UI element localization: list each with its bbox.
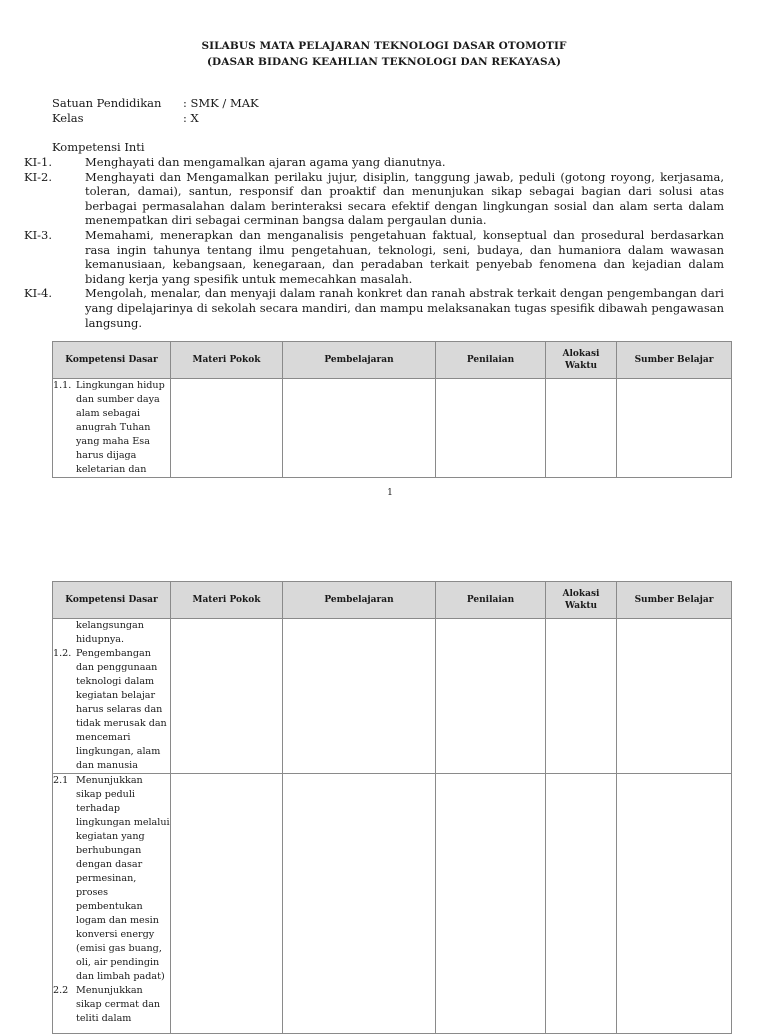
ki-item (24, 170, 724, 228)
ki-item (24, 286, 724, 330)
ki-text: Menghayati dan mengamalkan ajaran agama yang dianutnya. (85, 155, 446, 169)
kd-item (53, 774, 170, 984)
header-kompetensi-dasar: Kompetensi Dasar (53, 582, 171, 619)
table-header-row (53, 342, 732, 379)
header-sumber-belajar: Sumber Belajar (617, 342, 732, 379)
kompetensi-dasar-cell (53, 379, 171, 478)
materi-pokok-cell (171, 619, 283, 774)
header-pembelajaran: Pembelajaran (283, 582, 436, 619)
ki-number: KI-3. (24, 227, 52, 242)
silabus-table-page2 (52, 581, 732, 1034)
document-subtitle: (DASAR BIDANG KEAHLIAN TEKNOLOGI DAN REKAYASA) (206, 56, 562, 68)
sumber-belajar-cell (617, 774, 732, 1034)
alokasi-waktu-cell (546, 379, 617, 478)
header-materi-pokok: Materi Pokok (171, 342, 283, 379)
header-alokasi-waktu: Alokasi Waktu (546, 342, 617, 379)
alokasi-waktu-cell (546, 619, 617, 774)
table-row (53, 774, 732, 1034)
header-sumber-belajar: Sumber Belajar (617, 582, 732, 619)
satuan-pendidikan-label: Satuan Pendidikan (52, 96, 162, 110)
pembelajaran-cell (283, 774, 436, 1034)
header-penilaian: Penilaian (436, 582, 546, 619)
kd-number: 1.1. (53, 380, 72, 391)
silabus-table-page1 (52, 341, 732, 478)
materi-pokok-cell (171, 379, 283, 478)
ki-text: Menghayati dan Mengamalkan perilaku jujur, disiplin, tanggung jawab, peduli (gotong royong, kerjasama, toleran, damai), santun, responsif dan proaktif dan menunjukan sikap sebagai bagian dari solusi atas berbagai permasalahan dalam berinteraksi secara efektif dengan lingkungan sosial dan alam serta dalam menempatkan diri sebagai cerminan bangsa dalam pergaulan dunia. (85, 169, 724, 228)
header-pembelajaran: Pembelajaran (283, 342, 436, 379)
ki-number: KI-2. (24, 169, 52, 184)
kelas-label: Kelas (52, 111, 84, 125)
pembelajaran-cell (283, 379, 436, 478)
pembelajaran-cell (283, 619, 436, 774)
kelas-value: : X (183, 111, 199, 125)
table-row (53, 619, 732, 774)
kd-text: Lingkungan hidup dan sumber daya alam sebagai anugrah Tuhan yang maha Esa harus dijaga keletarian dan (76, 380, 165, 475)
header-kompetensi-dasar: Kompetensi Dasar (53, 342, 171, 379)
table-row (53, 379, 732, 478)
kd-number: 2.2 (53, 985, 69, 996)
ki-item (24, 155, 724, 170)
kd-continuation: kelangsungan hidupnya. (76, 620, 144, 645)
penilaian-cell (436, 774, 546, 1034)
kd-text: Pengembangan dan penggunaan teknologi dalam kegiatan belajar harus selaras dan tidak merusak dan mencemari lingkungan, alam dan manusia (76, 648, 167, 771)
kd-number: 2.1 (53, 775, 69, 786)
table-header-row (53, 582, 732, 619)
kd-text: Menunjukkan sikap peduli terhadap lingkungan melalui kegiatan yang berhubungan dengan dasar permesinan, proses pembentukan logam dan mesin konversi energy (emisi gas buang, oli, air pendingin dan limbah padat) (76, 775, 170, 982)
sumber-belajar-cell (617, 619, 732, 774)
kd-text: Menunjukkan sikap cermat dan teliti dalam (76, 985, 161, 1024)
satuan-pendidikan-value: : SMK / MAK (183, 96, 259, 110)
ki-number: KI-4. (24, 286, 52, 301)
kd-item (53, 647, 170, 773)
ki-text: Mengolah, menalar, dan menyaji dalam ranah konkret dan ranah abstrak terkait dengan pengembangan dari yang dipelajarinya di sekolah secara mandiri, dan mampu melaksanakan tugas spesifik dibawah pengawasan langsung. (85, 286, 724, 330)
ki-item (24, 228, 724, 286)
kompetensi-dasar-cell (53, 774, 171, 1034)
ki-text: Memahami, menerapkan dan menganalisis pengetahuan faktual, konseptual dan prosedural berdasarkan rasa ingin tahunya tentang ilmu pengetahuan, teknologi, seni, budaya, dan humaniora dalam wawasan kemanusiaan, kebangsaan, kenegaraan, dan peradaban terkait penyebab fenomena dan kejadian dalam bidang kerja yang spesifik untuk memecahkan masalah. (85, 227, 724, 286)
alokasi-waktu-cell (546, 774, 617, 1034)
header-materi-pokok: Materi Pokok (171, 582, 283, 619)
ki-number: KI-1. (24, 155, 52, 169)
kompetensi-dasar-cell (53, 619, 171, 774)
document-title: SILABUS MATA PELAJARAN TEKNOLOGI DASAR OTOMOTIF (201, 40, 567, 52)
header-alokasi-waktu: Alokasi Waktu (546, 582, 617, 619)
materi-pokok-cell (171, 774, 283, 1034)
header-penilaian: Penilaian (436, 342, 546, 379)
kd-item (53, 379, 170, 477)
kd-number: 1.2. (53, 648, 72, 659)
penilaian-cell (436, 379, 546, 478)
sumber-belajar-cell (617, 379, 732, 478)
kd-item (53, 984, 170, 1026)
kompetensi-inti-heading: Kompetensi Inti (52, 140, 145, 154)
kompetensi-inti-list (24, 155, 724, 330)
page-number: 1 (387, 488, 393, 498)
penilaian-cell (436, 619, 546, 774)
